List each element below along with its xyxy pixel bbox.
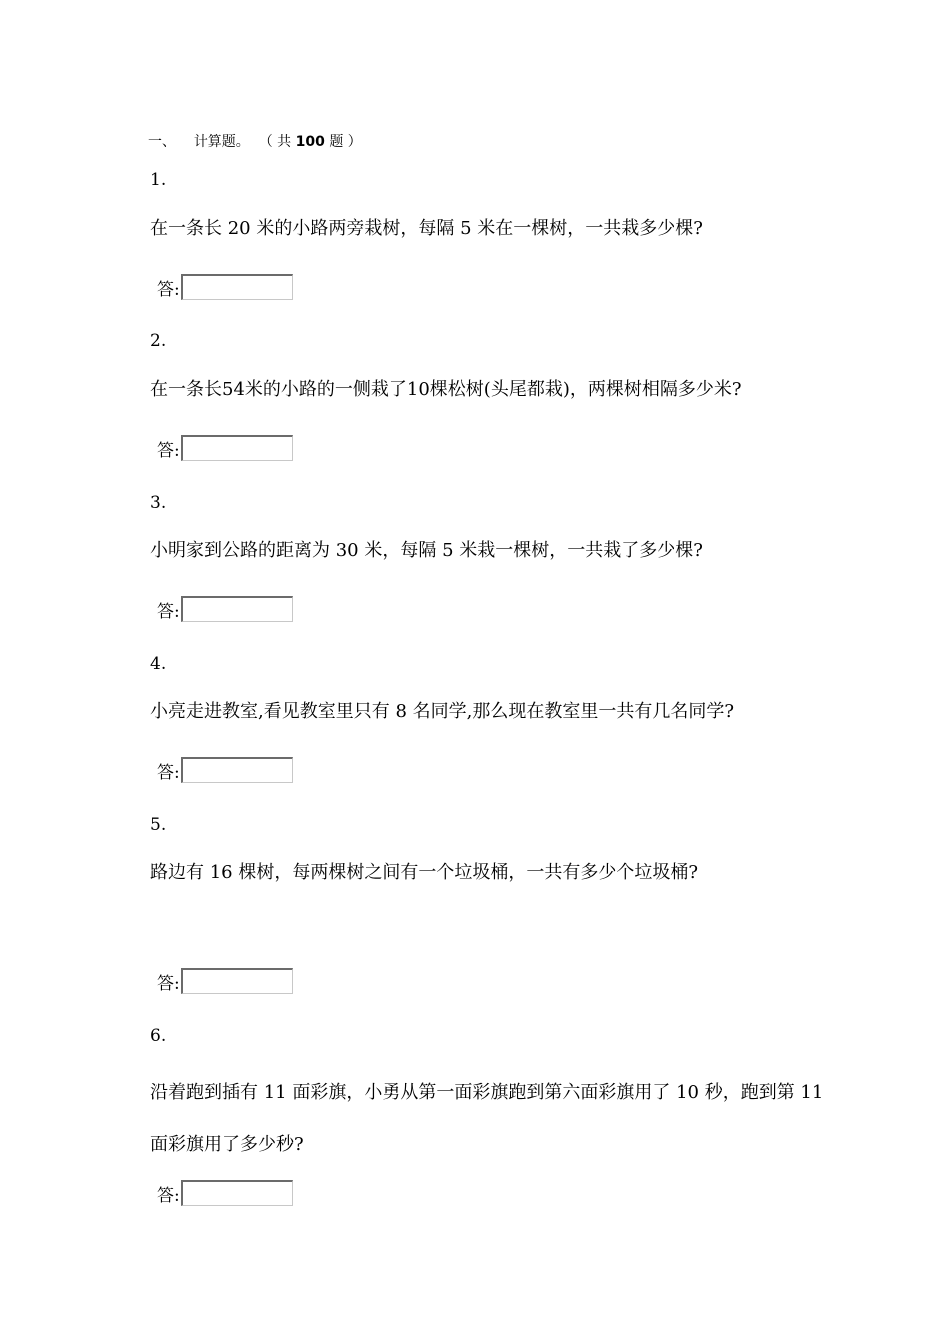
- answer-input[interactable]: [181, 1180, 293, 1206]
- answer-input[interactable]: [181, 274, 293, 300]
- answer-input[interactable]: [181, 596, 293, 622]
- question-text: 小亮走进教室,看见教室里只有 8 名同学,那么现在教室里一共有几名同学?: [150, 701, 734, 722]
- question-number: 3.: [150, 493, 167, 513]
- question-text: 小明家到公路的距离为 30 米，每隔 5 米栽一棵树，一共栽了多少棵?: [150, 540, 703, 561]
- question-number: 2.: [150, 331, 167, 351]
- answer-input[interactable]: [181, 435, 293, 461]
- answer-label: 答:: [157, 602, 180, 622]
- question-text: 在一条长54米的小路的一侧栽了10棵松树(头尾都栽)，两棵树相隔多少米?: [150, 379, 742, 400]
- answer-input[interactable]: [181, 968, 293, 994]
- section-number: 一、: [148, 134, 176, 150]
- answer-row: [157, 753, 293, 783]
- answer-row: [157, 1176, 293, 1206]
- answer-input[interactable]: [181, 757, 293, 783]
- question-text: 沿着跑到插有 11 面彩旗，小勇从第一面彩旗跑到第六面彩旗用了 10 秒，跑到第 11 面彩旗用了多少秒?: [150, 1082, 824, 1155]
- answer-row: [157, 431, 293, 461]
- answer-label: 答:: [157, 280, 180, 300]
- answer-label: 答:: [157, 763, 180, 783]
- section-count-close: 题 ）: [329, 134, 362, 150]
- answer-label: 答:: [157, 441, 180, 461]
- section-title: 计算题。: [193, 134, 250, 150]
- answer-row: [157, 964, 293, 994]
- section-heading: [148, 131, 362, 151]
- answer-label: 答:: [157, 1186, 180, 1206]
- section-count: 100: [295, 134, 325, 150]
- question-number: 5.: [150, 815, 167, 835]
- question-number: 4.: [150, 654, 167, 674]
- answer-row: [157, 270, 293, 300]
- answer-label: 答:: [157, 974, 180, 994]
- section-count-open: （ 共: [258, 134, 292, 150]
- question-text: 路边有 16 棵树，每两棵树之间有一个垃圾桶，一共有多少个垃圾桶?: [150, 862, 698, 883]
- answer-row: [157, 592, 293, 622]
- question-number: 1.: [150, 170, 167, 190]
- question-number: 6.: [150, 1026, 167, 1046]
- question-text: 在一条长 20 米的小路两旁栽树，每隔 5 米在一棵树，一共栽多少棵?: [150, 218, 703, 239]
